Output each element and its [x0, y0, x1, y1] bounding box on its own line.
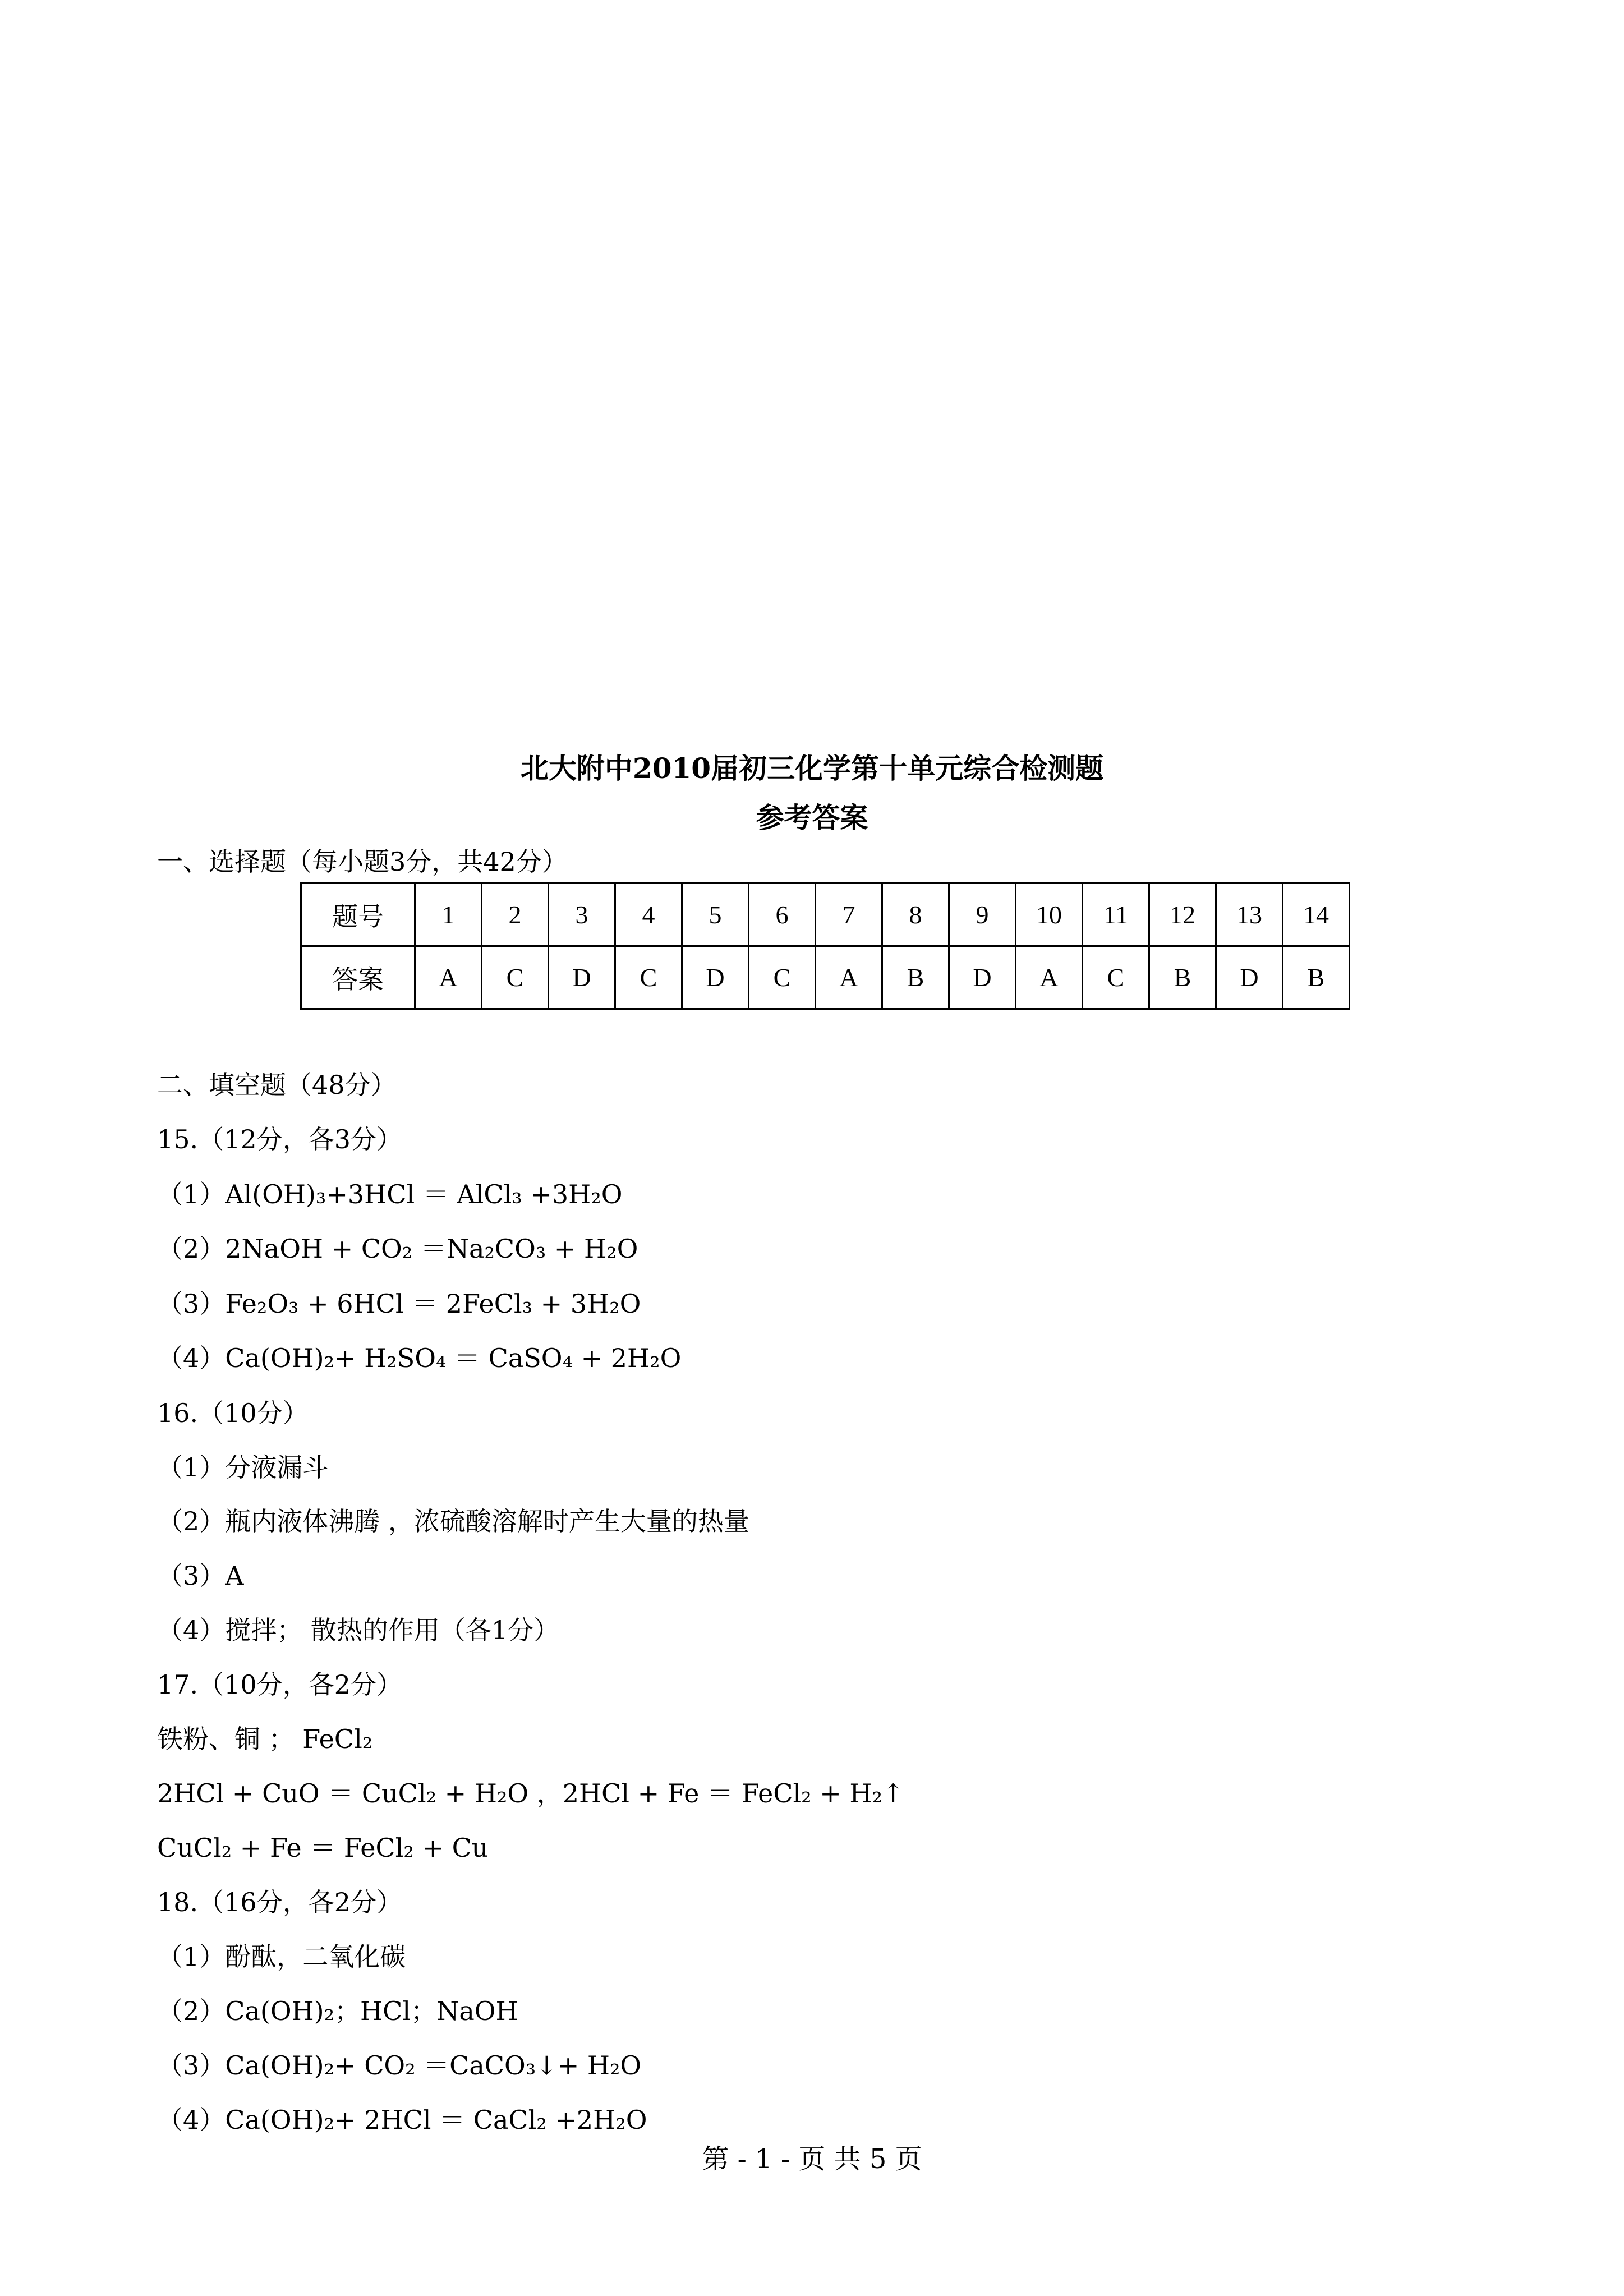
table-cell: 11: [1083, 884, 1149, 946]
answer-16-3: （3）A: [157, 1561, 244, 1591]
answer-18-2: （2）Ca(OH)₂；HCl；NaOH: [157, 1996, 518, 2026]
table-cell: D: [682, 946, 749, 1009]
table-cell: A: [1016, 946, 1083, 1009]
table-cell: 6: [749, 884, 816, 946]
table-cell: 7: [816, 884, 882, 946]
table-row-answers: [301, 946, 1350, 1009]
answer-15-3: （3）Fe₂O₃ + 6HCl ＝ 2FeCl₃ + 3H₂O: [157, 1289, 641, 1319]
table-cell: D: [549, 946, 615, 1009]
table-cell: C: [615, 946, 682, 1009]
table-cell: D: [1216, 946, 1283, 1009]
table-row-numbers: [301, 884, 1350, 946]
table-cell: 9: [949, 884, 1016, 946]
section-1-heading: 一、选择题（每小题3分，共42分）: [157, 846, 568, 877]
table-cell: 10: [1016, 884, 1083, 946]
table-cell: D: [949, 946, 1016, 1009]
answer-17-2: 2HCl + CuO ＝ CuCl₂ + H₂O ，2HCl + Fe ＝ FeCl₂ + H₂↑: [157, 1778, 904, 1809]
section-2-heading: 二、填空题（48分）: [157, 1070, 397, 1100]
page-footer: 第 - 1 - 页 共 5 页: [702, 2143, 922, 2175]
table-cell: A: [415, 946, 482, 1009]
row-label-number: 题号: [301, 884, 415, 946]
table-cell: 1: [415, 884, 482, 946]
answer-table: [300, 882, 1350, 1010]
table-cell: 3: [549, 884, 615, 946]
table-cell: 13: [1216, 884, 1283, 946]
table-cell: B: [882, 946, 949, 1009]
answer-18-4: （4）Ca(OH)₂+ 2HCl ＝ CaCl₂ +2H₂O: [157, 2105, 647, 2135]
answer-16-2: （2）瓶内液体沸腾 ，浓硫酸溶解时产生大量的热量: [157, 1506, 749, 1536]
table-cell: 8: [882, 884, 949, 946]
table-cell: C: [1083, 946, 1149, 1009]
table-cell: 5: [682, 884, 749, 946]
answer-16-4: （4）搅拌； 散热的作用（各1分）: [157, 1615, 560, 1645]
question-18-heading: 18.（16分，各2分）: [157, 1887, 402, 1917]
table-cell: 2: [482, 884, 549, 946]
answer-18-1: （1）酚酞，二氧化碳: [157, 1941, 406, 1972]
answer-17-3: CuCl₂ + Fe ＝ FeCl₂ + Cu: [157, 1833, 489, 1863]
table-cell: C: [482, 946, 549, 1009]
question-15-heading: 15.（12分，各3分）: [157, 1124, 402, 1154]
table-cell: B: [1149, 946, 1216, 1009]
question-17-heading: 17.（10分，各2分）: [157, 1669, 402, 1700]
table-cell: 14: [1283, 884, 1350, 946]
table-cell: A: [816, 946, 882, 1009]
table-cell: B: [1283, 946, 1350, 1009]
table-cell: 4: [615, 884, 682, 946]
table-cell: C: [749, 946, 816, 1009]
answer-15-4: （4）Ca(OH)₂+ H₂SO₄ ＝ CaSO₄ + 2H₂O: [157, 1343, 682, 1373]
page-title: 北大附中2010届初三化学第十单元综合检测题: [520, 752, 1104, 785]
answer-15-1: （1）Al(OH)₃+3HCl ＝ AlCl₃ +3H₂O: [157, 1179, 623, 1209]
answer-18-3: （3）Ca(OH)₂+ CO₂ ＝CaCO₃↓+ H₂O: [157, 2050, 642, 2081]
question-16-heading: 16.（10分）: [157, 1398, 309, 1428]
table-cell: 12: [1149, 884, 1216, 946]
answer-15-2: （2）2NaOH + CO₂ ＝Na₂CO₃ + H₂O: [157, 1234, 638, 1264]
row-label-answer: 答案: [301, 946, 415, 1009]
answer-17-1: 铁粉、铜 ； FeCl₂: [157, 1724, 373, 1754]
page-subtitle: 参考答案: [756, 801, 868, 834]
answer-16-1: （1）分液漏斗: [157, 1452, 329, 1483]
